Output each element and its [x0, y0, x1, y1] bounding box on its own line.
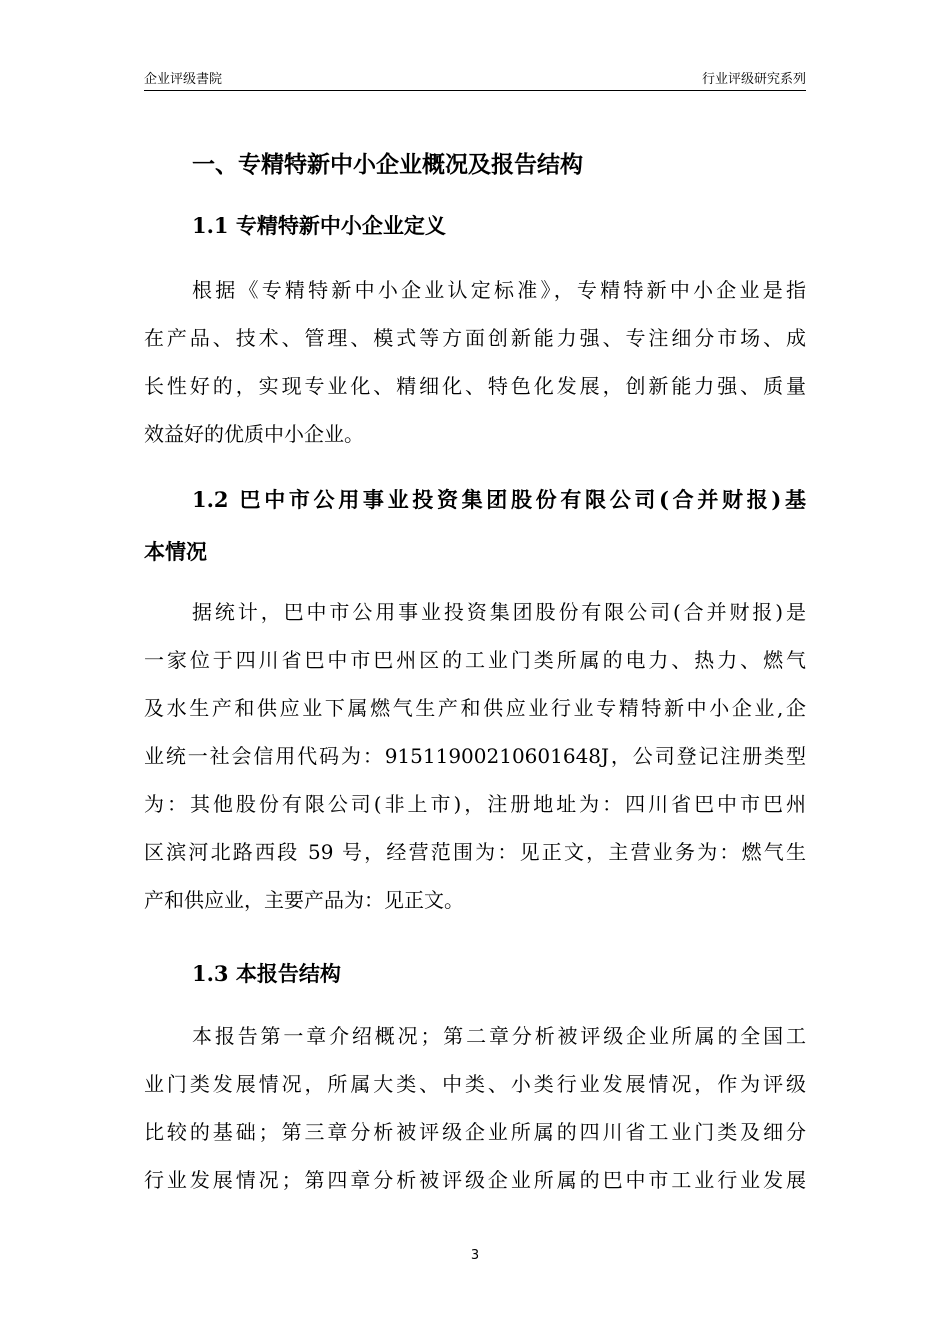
section-title-1-2-line1: 1.2 巴中市公用事业投资集团股份有限公司(合并财报)基: [192, 487, 806, 512]
paragraph-line: 业统一社会信用代码为：91511900210601648J，公司登记注册类型: [144, 744, 806, 768]
section-title-1-2-line2: 本情况: [144, 539, 207, 564]
header-right-text: 行业评级研究系列: [701, 72, 806, 87]
paragraph-line: 为：其他股份有限公司(非上市)，注册地址为：四川省巴中市巴州: [144, 792, 806, 816]
paragraph-line: 在产品、技术、管理、模式等方面创新能力强、专注细分市场、成: [144, 326, 806, 350]
paragraph-line: 据统计，巴中市公用事业投资集团股份有限公司(合并财报)是: [192, 600, 806, 624]
header-left-text: 企业评级書院: [144, 72, 223, 87]
chapter-title: 一、专精特新中小企业概况及报告结构: [192, 151, 583, 178]
paragraph-line: 区滨河北路西段 59 号，经营范围为：见正文，主营业务为：燃气生: [144, 840, 806, 864]
section-title-1-3: 1.3 本报告结构: [192, 961, 341, 986]
paragraph-line: 效益好的优质中小企业。: [144, 422, 364, 446]
section-1-2-paragraph: [144, 588, 806, 924]
page-number: 3: [470, 1248, 480, 1263]
paragraph-line: 及水生产和供应业下属燃气生产和供应业行业专精特新中小企业,企: [144, 696, 806, 720]
paragraph-line: 业门类发展情况，所属大类、中类、小类行业发展情况，作为评级: [144, 1072, 806, 1096]
paragraph-line: 行业发展情况；第四章分析被评级企业所属的巴中市工业行业发展: [144, 1168, 806, 1192]
paragraph-line: 根据《专精特新中小企业认定标准》，专精特新中小企业是指: [192, 278, 806, 302]
paragraph-line: 一家位于四川省巴中市巴州区的工业门类所属的电力、热力、燃气: [144, 648, 806, 672]
paragraph-line: 本报告第一章介绍概况；第二章分析被评级企业所属的全国工: [192, 1024, 806, 1048]
paragraph-line: 比较的基础；第三章分析被评级企业所属的四川省工业门类及细分: [144, 1120, 806, 1144]
section-1-3-paragraph: [144, 1012, 806, 1204]
section-title-1-1: 1.1 专精特新中小企业定义: [192, 213, 446, 238]
paragraph-line: 长性好的，实现专业化、精细化、特色化发展，创新能力强、质量: [144, 374, 806, 398]
page-header: [144, 66, 806, 91]
paragraph-line: 产和供应业，主要产品为：见正文。: [144, 888, 464, 912]
section-1-1-paragraph: [144, 266, 806, 458]
